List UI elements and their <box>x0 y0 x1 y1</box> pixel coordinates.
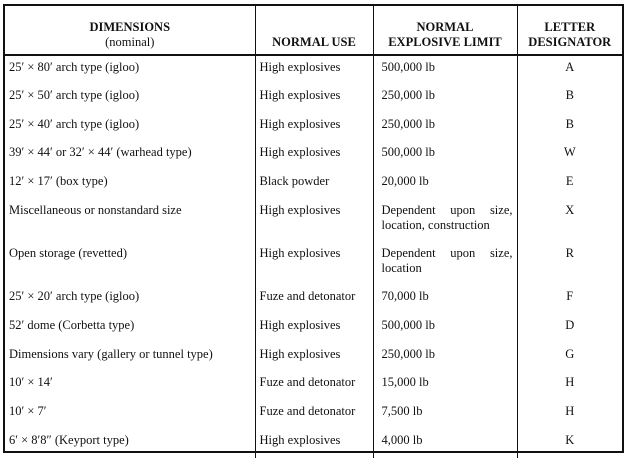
header-letter-designator <box>517 6 622 55</box>
header-dimensions-label: DIMENSIONS <box>89 20 171 34</box>
header-normal-use-label: NORMAL USE <box>272 35 356 49</box>
cell-use: High explosives <box>255 113 373 142</box>
table-row <box>5 170 622 199</box>
table-row <box>5 314 622 343</box>
cell-dimensions: 25′ × 20′ arch type (igloo) <box>9 288 140 303</box>
header-row <box>5 6 622 55</box>
table-row <box>5 141 622 170</box>
cell-letter: A <box>517 55 622 84</box>
table-row <box>5 285 622 314</box>
table-row <box>5 84 622 113</box>
cell-dimensions: Miscellaneous or nonstandard size <box>9 202 182 217</box>
cell-use: High explosives <box>255 429 373 458</box>
cell-letter: F <box>517 285 622 314</box>
cell-limit: 250,000 lb <box>373 113 517 142</box>
cell-use: High explosives <box>255 343 373 372</box>
cell-use: Fuze and detonator <box>255 371 373 400</box>
cell-dimensions: 10′ × 7′ <box>9 404 47 419</box>
cell-letter: D <box>517 314 622 343</box>
cell-letter: B <box>517 113 622 142</box>
header-explosive-limit <box>373 6 517 55</box>
cell-use: Fuze and detonator <box>255 285 373 314</box>
table-row <box>5 242 622 285</box>
header-letter-line1: LETTER <box>544 20 596 34</box>
cell-use: High explosives <box>255 199 373 242</box>
header-normal-use <box>255 6 373 55</box>
cell-dimensions: 25′ × 40′ arch type (igloo) <box>9 116 140 131</box>
magazine-designator-table <box>5 6 622 458</box>
cell-use: High explosives <box>255 314 373 343</box>
cell-use: Fuze and detonator <box>255 400 373 429</box>
header-dimensions-sub: (nominal) <box>105 35 155 49</box>
header-limit-line1: NORMAL <box>416 20 474 34</box>
cell-limit: 500,000 lb <box>373 55 517 84</box>
table-row <box>5 113 622 142</box>
cell-letter: E <box>517 170 622 199</box>
cell-dimensions: 6′ × 8′8″ (Keyport type) <box>9 432 129 447</box>
table-row <box>5 429 622 458</box>
cell-letter: G <box>517 343 622 372</box>
cell-letter: W <box>517 141 622 170</box>
cell-use: Black powder <box>255 170 373 199</box>
cell-use: High explosives <box>255 141 373 170</box>
cell-dimensions: 25′ × 80′ arch type (igloo) <box>9 60 140 74</box>
cell-use: High explosives <box>255 84 373 113</box>
cell-limit: 250,000 lb <box>373 343 517 372</box>
cell-use: High explosives <box>255 55 373 84</box>
cell-limit: 7,500 lb <box>373 400 517 429</box>
cell-dimensions: 39′ × 44′ or 32′ × 44′ (warhead type) <box>9 145 192 160</box>
cell-letter: B <box>517 84 622 113</box>
cell-dimensions: Open storage (revetted) <box>9 245 127 260</box>
cell-dimensions: 12′ × 17′ (box type) <box>9 174 108 189</box>
table-row <box>5 199 622 242</box>
cell-limit: 4,000 lb <box>373 429 517 458</box>
cell-letter: H <box>517 400 622 429</box>
header-letter-line2: DESIGNATOR <box>528 35 612 49</box>
cell-limit: 250,000 lb <box>373 84 517 113</box>
table-row <box>5 55 622 84</box>
cell-letter: H <box>517 371 622 400</box>
magazine-table-frame <box>3 4 624 453</box>
table-row <box>5 371 622 400</box>
cell-dimensions: 52′ dome (Corbetta type) <box>9 317 135 332</box>
cell-letter: R <box>517 242 622 285</box>
cell-limit: 20,000 lb <box>373 170 517 199</box>
header-dimensions <box>5 6 255 55</box>
table-row <box>5 400 622 429</box>
header-limit-line2: EXPLOSIVE LIMIT <box>388 35 502 49</box>
table-row <box>5 343 622 372</box>
cell-letter: K <box>517 429 622 458</box>
cell-limit: 70,000 lb <box>373 285 517 314</box>
cell-limit: 500,000 lb <box>373 141 517 170</box>
cell-letter: X <box>517 199 622 242</box>
cell-limit: Dependent upon size, location <box>373 242 517 285</box>
cell-dimensions: Dimensions vary (gallery or tunnel type) <box>9 346 213 361</box>
cell-dimensions: 10′ × 14′ <box>9 375 53 390</box>
cell-limit: 500,000 lb <box>373 314 517 343</box>
cell-limit: Dependent upon size, location, construction <box>373 199 517 242</box>
cell-limit: 15,000 lb <box>373 371 517 400</box>
cell-use: High explosives <box>255 242 373 285</box>
cell-dimensions: 25′ × 50′ arch type (igloo) <box>9 87 140 102</box>
